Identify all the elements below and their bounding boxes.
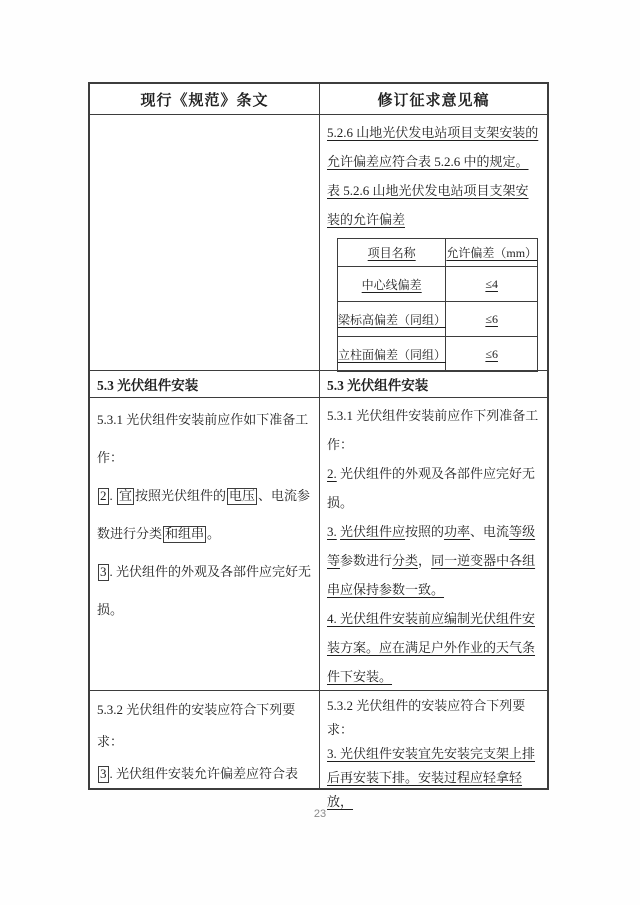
paragraph (97, 477, 312, 553)
paragraph (327, 517, 540, 604)
text-segment: 3 (100, 766, 107, 781)
table-row (338, 267, 538, 302)
text-segment: 4. 光伏组件安装前应编制光伏组件安装方案。应在满足户外作业的天气条件下安装。 (327, 611, 536, 684)
row-526 (90, 114, 547, 370)
table-row (338, 337, 538, 372)
paragraph (327, 459, 540, 517)
paragraph (327, 604, 540, 691)
cell-531-left (90, 398, 320, 690)
text-segment: 参数进行 (340, 553, 393, 568)
text-segment: 等级等 (327, 524, 536, 568)
text-segment: 按照光伏组件的 (135, 488, 227, 503)
paragraph (97, 553, 312, 629)
text-segment: 3 (100, 564, 107, 579)
text-segment: 5.3.1 光伏组件安装前应作下列准备工作： (327, 408, 539, 452)
paragraph (327, 694, 540, 742)
tolerance-item-cell: 梁标高偏差（同组） (338, 302, 446, 337)
cell-532-left (90, 691, 320, 788)
cell-526-right (320, 115, 547, 370)
tolerance-table-header-row (338, 239, 538, 267)
text-segment: 、电流参数进行分类 (97, 488, 311, 541)
row-531 (90, 397, 547, 690)
text-segment: 、电流 (470, 524, 510, 539)
text-segment: 5.3.2 光伏组件的安装应符合下列要求： (97, 702, 296, 749)
text-segment: 5.3.2 光伏组件的安装应符合下列要求： (327, 698, 526, 737)
text-segment: 3. (327, 524, 337, 539)
section-title-53-right: 5.3 光伏组件安装 (327, 378, 429, 393)
paragraph-526-text (327, 118, 540, 176)
table-header-row (90, 84, 547, 114)
cell-526-left-empty (90, 115, 320, 370)
paragraph (327, 401, 540, 459)
text-segment: . 光伏组件的外观及各部件应完好无损。 (97, 564, 312, 617)
tolerance-table (337, 238, 538, 372)
paragraph (97, 758, 312, 790)
text-segment: 5.3.1 光伏组件安装前应作如下准备工作： (97, 412, 309, 465)
text-segment: 光伏组件应 (340, 524, 406, 539)
paragraph (97, 694, 312, 758)
paragraph (327, 742, 540, 814)
column-header-current-spec: 现行《规范》条文 (90, 84, 320, 114)
section-title-53-left: 5.3 光伏组件安装 (90, 371, 320, 397)
text-segment: 3. 光伏组件安装宜先安装完支架上排后再安装下排。安装过程应轻拿轻放， (327, 746, 536, 809)
cell-532-right (320, 691, 547, 809)
row-532 (90, 690, 547, 809)
tolerance-item-cell: 中心线偏差 (338, 267, 446, 302)
text-segment: . 光伏组件安装允许偏差应符合表 (109, 766, 299, 781)
text-segment: 2. (327, 466, 337, 481)
text-segment: 分类 (392, 553, 419, 568)
text-segment: 光伏组件的外观及各部件应完好无损。 (327, 466, 536, 510)
text-segment: 按照的 (405, 524, 445, 539)
tolerance-value-cell: ≤6 (446, 337, 538, 372)
paragraph-526-table-caption (327, 176, 540, 234)
tolerance-value-cell: ≤6 (446, 302, 538, 337)
text-segment: 表 5.2.6 山地光伏发电站项目支架安装的允许偏差 (327, 183, 529, 227)
comparison-table (88, 82, 549, 809)
paragraph (97, 401, 312, 477)
column-header-revision-draft: 修订征求意见稿 (377, 92, 490, 109)
table-row (338, 302, 538, 337)
text-segment: 同一逆变器中各组串应保持参数一致。 (327, 553, 536, 597)
text-segment: ， (418, 553, 432, 568)
text-segment: 宜 (119, 488, 133, 503)
cell-531-right (320, 398, 547, 690)
text-segment: 5.2.6 山地光伏发电站项目支架安装的允许偏差应符合表 5.2.6 中的规定。 (327, 125, 539, 169)
text-segment: 功率 (444, 524, 471, 539)
text-segment: 和组串 (165, 526, 205, 541)
text-segment: . (109, 488, 116, 503)
page-number: 23 (313, 808, 327, 820)
row-53-section-title (90, 370, 547, 397)
text-segment: 。 (207, 526, 221, 541)
tolerance-col-header-item: 项目名称 (338, 239, 446, 267)
tolerance-item-cell: 立柱面偏差（同组） (338, 337, 446, 372)
tolerance-col-header-deviation: 允许偏差（mm） (446, 239, 538, 267)
text-segment: 电压 (229, 488, 256, 503)
text-segment: 2 (100, 488, 107, 503)
tolerance-value-cell: ≤4 (446, 267, 538, 302)
